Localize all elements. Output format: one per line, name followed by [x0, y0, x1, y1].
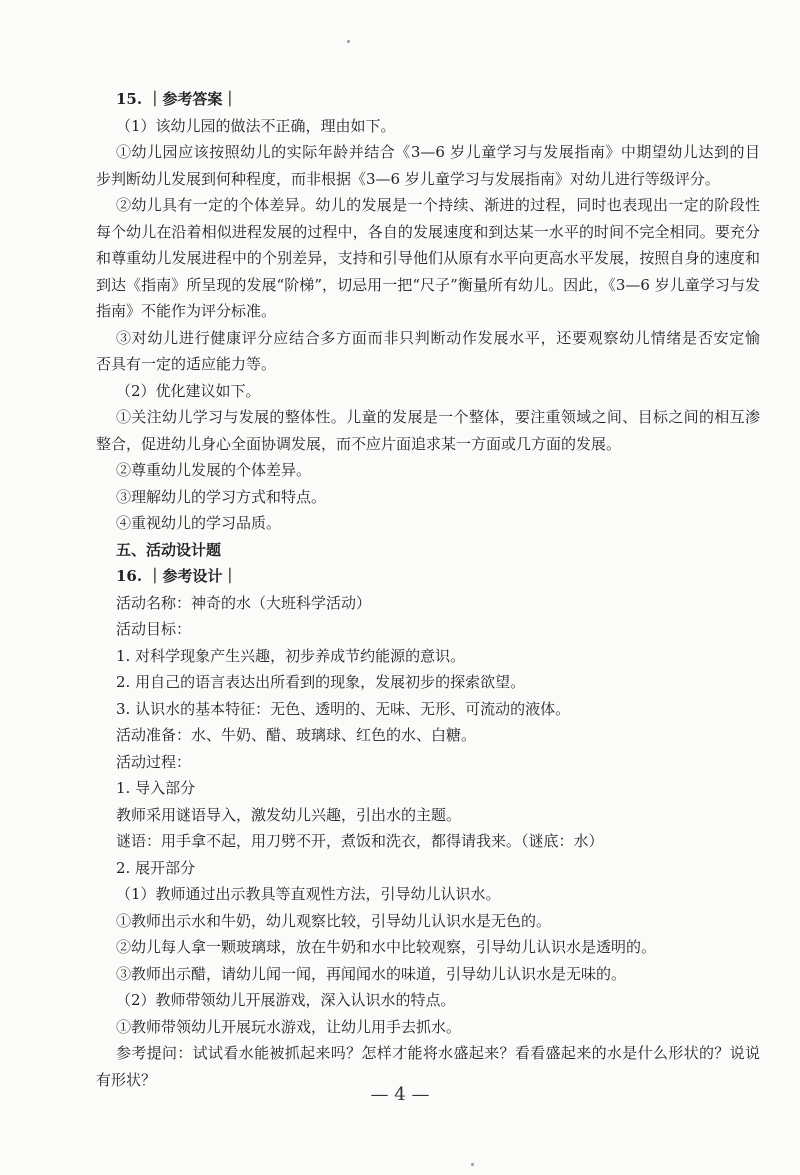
answer-heading-16: 16. ｜参考设计｜ [116, 567, 238, 585]
section-heading: 五、活动设计题 [116, 540, 222, 559]
paragraph-line: 到达《指南》所呈现的发展“阶梯”，切忌用一把“尺子”衡量所有幼儿。因此，《3—6 岁儿童学习与发 [96, 275, 760, 294]
paragraph-line: 每个幼儿在沿着相似进程发展的过程中，各自的发展速度和到达某一水平的时间不完全相同。要充分 [96, 222, 760, 241]
scan-speck [347, 40, 350, 43]
paragraph-line: ④重视幼儿的学习品质。 [116, 514, 282, 532]
paragraph-line: ②幼儿每人拿一颗玻璃球，放在牛奶和水中比较观察，引导幼儿认识水是透明的。 [116, 938, 657, 956]
page-number: — 4 — [370, 1084, 430, 1105]
paragraph-line: 整合，促进幼儿身心全面协调发展，而不应片面追求某一方面或几方面的发展。 [96, 434, 622, 453]
paragraph-line: ①教师带领幼儿开展玩水游戏，让幼儿用手去抓水。 [116, 1017, 462, 1036]
paragraph-line: ③理解幼儿的学习方式和特点。 [116, 487, 327, 506]
paragraph-line: 2. 展开部分 [116, 858, 196, 877]
paragraph-line: 有形状？ [96, 1070, 157, 1089]
paragraph-line: 活动过程： [116, 752, 192, 771]
paragraph-line: 和尊重幼儿发展进程中的个别差异，支持和引导他们从原有水平向更高水平发展，按照自身的速度和 [96, 249, 760, 267]
paragraph-line: 2. 用自己的语言表达出所看到的现象，发展初步的探索欲望。 [116, 673, 526, 691]
paragraph-line: ②幼儿具有一定的个体差异。幼儿的发展是一个持续、渐进的过程，同时也表现出一定的阶段性 [116, 196, 760, 214]
paragraph-line: 否具有一定的适应能力等。 [96, 355, 277, 373]
paragraph-line: ③对幼儿进行健康评分应结合多方面而非只判断动作发展水平，还要观察幼儿情绪是否安定愉 [116, 328, 760, 347]
paragraph-line: 1. 对科学现象产生兴趣，初步养成节约能源的意识。 [116, 646, 466, 665]
paragraph-line: （1）该幼儿园的做法不正确，理由如下。 [116, 116, 396, 135]
paragraph-line: ①幼儿园应该按照幼儿的实际年龄并结合《3—6 岁儿童学习与发展指南》中期望幼儿达到的目 [116, 143, 760, 161]
paragraph-line: （2）教师带领幼儿开展游戏，深入认识水的特点。 [116, 991, 456, 1009]
paragraph-line: ②尊重幼儿发展的个体差异。 [116, 461, 312, 479]
paragraph-line: 活动名称：神奇的水（大班科学活动） [116, 593, 372, 612]
paragraph-line: （2）优化建议如下。 [116, 381, 261, 400]
paragraph-line: 步判断幼儿发展到何种程度，而非根据《3—6 岁儿童学习与发展指南》对幼儿进行等级评分。 [96, 169, 720, 188]
paragraph-line: 指南》不能作为评分标准。 [96, 302, 277, 320]
paragraph-line: ①关注幼儿学习与发展的整体性。儿童的发展是一个整体，要注重领域之间、目标之间的相互渗 [116, 408, 760, 426]
paragraph-line: 3. 认识水的基本特征：无色、透明的、无味、无形、可流动的液体。 [116, 699, 571, 718]
paragraph-line: 谜语：用手拿不起，用刀劈不开，煮饭和洗衣，都得请我来。（谜底：水） [116, 832, 604, 850]
paragraph-line: （1）教师通过出示教具等直观性方法，引导幼儿认识水。 [116, 885, 501, 903]
scan-speck [471, 1163, 474, 1166]
paragraph-line: 教师采用谜语导入，激发幼儿兴趣，引出水的主题。 [116, 805, 462, 824]
paragraph-line: ③教师出示醋，请幼儿闻一闻，再闻闻水的味道，引导幼儿认识水是无味的。 [116, 964, 627, 983]
paragraph-line: ①教师出示水和牛奶，幼儿观察比较，引导幼儿认识水是无色的。 [116, 911, 552, 930]
paragraph-line: 参考提问：试试看水能被抓起来吗？怎样才能将水盛起来？看看盛起来的水是什么形状的？说说 [116, 1044, 760, 1062]
answer-heading-15: 15. ｜参考答案｜ [116, 90, 238, 108]
paragraph-line: 1. 导入部分 [116, 779, 196, 797]
document-body [96, 86, 760, 1093]
paragraph-line: 活动准备：水、牛奶、醋、玻璃球、红色的水、白糖。 [116, 726, 477, 744]
paragraph-line: 活动目标： [116, 620, 192, 638]
